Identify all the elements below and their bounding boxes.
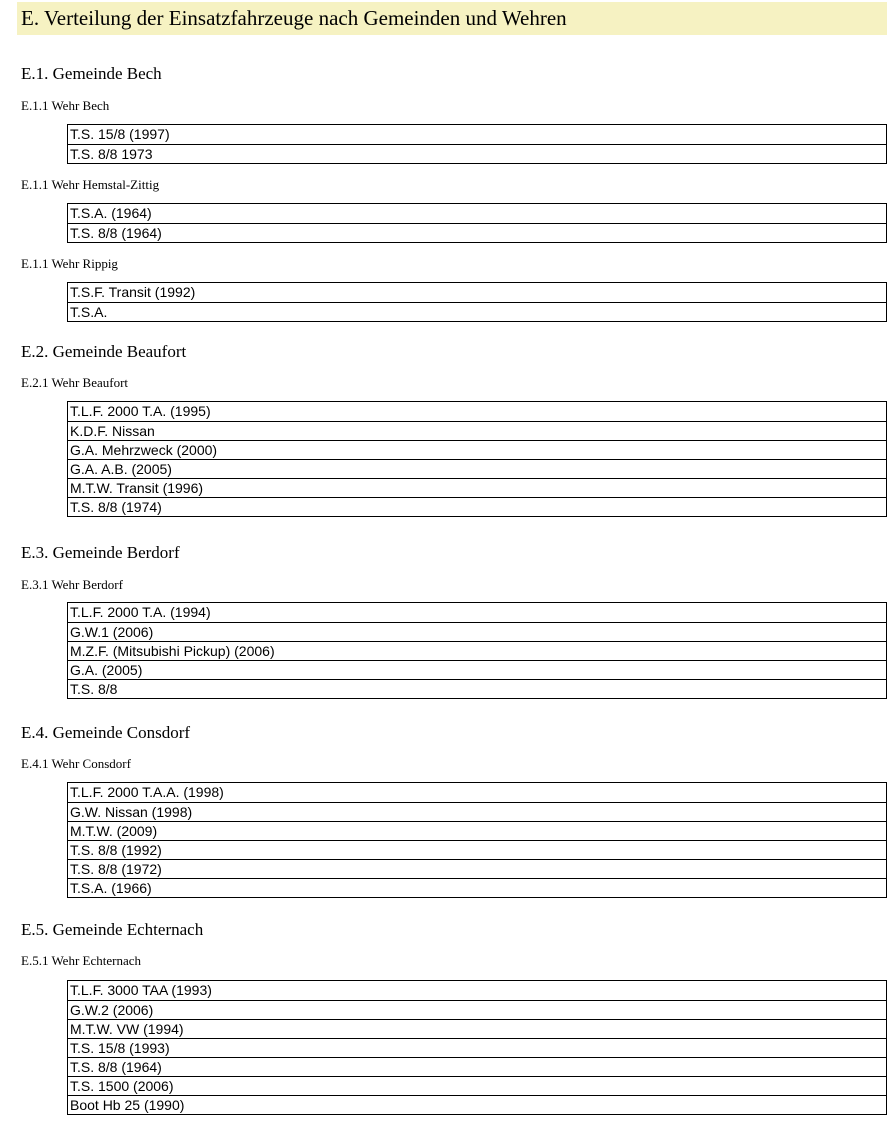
gemeinde-heading-bech: E.1. Gemeinde Bech [21, 64, 162, 83]
vehicle-row: T.L.F. 2000 T.A. (1994) [70, 604, 211, 620]
vehicle-row: G.A. Mehrzweck (2000) [68, 440, 886, 459]
vehicle-row: M.T.W. VW (1994) [68, 1019, 886, 1038]
vehicle-row: T.S. 8/8 (1964) [68, 1057, 886, 1076]
vehicle-row: T.S.A. (1964) [70, 205, 152, 221]
vehicle-row: M.T.W. (2009) [68, 821, 886, 840]
vehicle-table-echternach [67, 980, 887, 1115]
vehicle-table-consdorf [67, 782, 887, 898]
vehicle-row: M.T.W. Transit (1996) [68, 478, 886, 497]
gemeinde-heading-echternach: E.5. Gemeinde Echternach [21, 920, 204, 939]
vehicle-row: T.S. 8/8 (1992) [68, 840, 886, 859]
vehicle-row: G.A. A.B. (2005) [68, 459, 886, 478]
vehicle-row: G.W.1 (2006) [68, 622, 886, 641]
page-title: E. Verteilung der Einsatzfahrzeuge nach Gemeinden und Wehren [17, 2, 887, 35]
wehr-heading-echternach: E.5.1 Wehr Echternach [21, 953, 141, 968]
gemeinde-heading-consdorf: E.4. Gemeinde Consdorf [21, 723, 191, 742]
vehicle-table-rippig [67, 282, 887, 322]
vehicle-table-berdorf [67, 602, 887, 699]
vehicle-row: T.S. 1500 (2006) [68, 1076, 886, 1095]
vehicle-row: T.S. 8/8 (1972) [68, 859, 886, 878]
vehicle-row: G.W. Nissan (1998) [68, 802, 886, 821]
vehicle-row: G.W.2 (2006) [68, 1000, 886, 1019]
wehr-heading-consdorf: E.4.1 Wehr Consdorf [21, 756, 131, 771]
gemeinde-heading-beaufort: E.2. Gemeinde Beaufort [21, 342, 187, 361]
vehicle-row: G.A. (2005) [68, 660, 886, 679]
vehicle-row: T.L.F. 2000 T.A. (1995) [70, 403, 211, 419]
gemeinde-heading-berdorf: E.3. Gemeinde Berdorf [21, 543, 180, 562]
wehr-heading-beaufort: E.2.1 Wehr Beaufort [21, 375, 129, 390]
vehicle-row: T.S. 8/8 (1974) [68, 497, 886, 516]
wehr-heading-rippig: E.1.1 Wehr Rippig [21, 256, 118, 271]
wehr-heading-hemstal-zittig: E.1.1 Wehr Hemstal-Zittig [21, 177, 160, 192]
vehicle-row: T.S. 8/8 [68, 679, 886, 698]
wehr-heading-bech: E.1.1 Wehr Bech [21, 98, 110, 113]
vehicle-table-hemstal-zittig [67, 203, 887, 243]
wehr-heading-berdorf: E.3.1 Wehr Berdorf [21, 577, 123, 592]
vehicle-row: Boot Hb 25 (1990) [68, 1095, 886, 1114]
vehicle-table-bech [67, 124, 887, 164]
vehicle-row: T.S. 15/8 (1997) [70, 126, 170, 142]
vehicle-row: T.S.A. [68, 302, 886, 321]
vehicle-row: T.S.F. Transit (1992) [70, 284, 196, 300]
vehicle-row: T.L.F. 2000 T.A.A. (1998) [70, 784, 224, 800]
vehicle-row: T.S.A. (1966) [68, 878, 886, 897]
vehicle-row: T.S. 8/8 (1964) [68, 223, 886, 242]
vehicle-row: T.S. 15/8 (1993) [68, 1038, 886, 1057]
vehicle-row: M.Z.F. (Mitsubishi Pickup) (2006) [68, 641, 886, 660]
vehicle-row: T.L.F. 3000 TAA (1993) [70, 982, 212, 998]
vehicle-table-beaufort [67, 401, 887, 517]
vehicle-row: T.S. 8/8 1973 [68, 144, 886, 163]
vehicle-row: K.D.F. Nissan [68, 421, 886, 440]
